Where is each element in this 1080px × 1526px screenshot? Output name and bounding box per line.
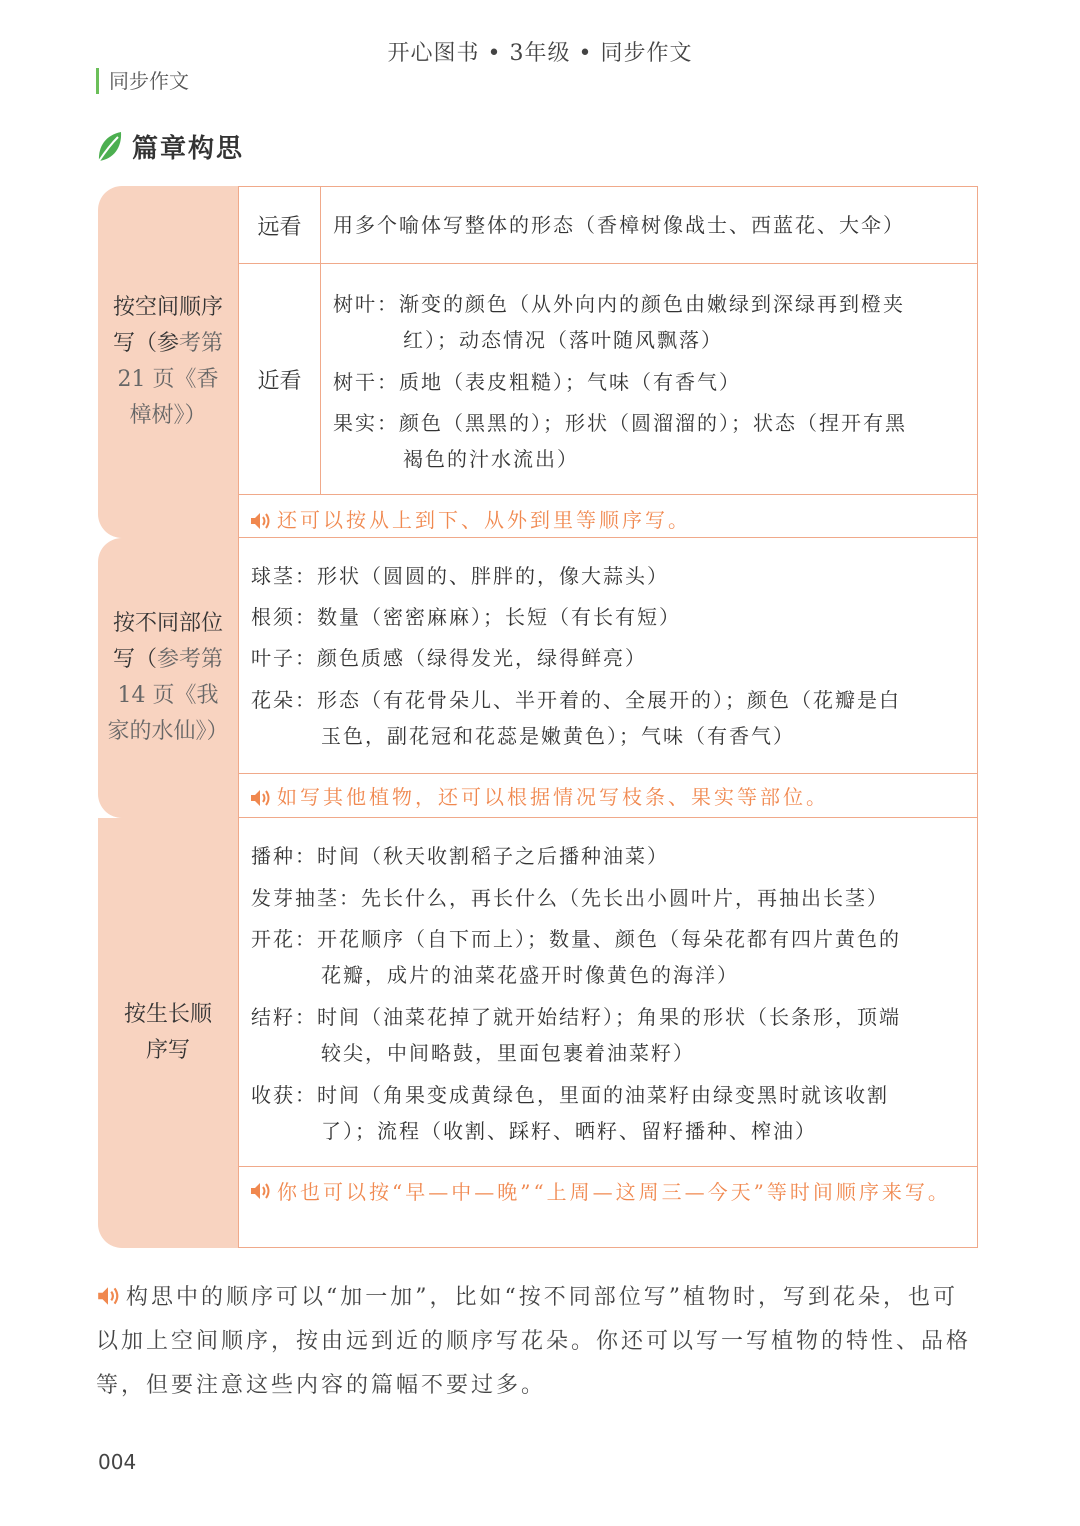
row-label: 近看 bbox=[239, 264, 321, 494]
group-spatial-order bbox=[98, 186, 978, 538]
table-row bbox=[239, 264, 977, 495]
section-tag: 同步作文 bbox=[96, 68, 189, 94]
bottom-note-text: 构思中的顺序可以“加一加”，比如“按不同部位写”植物时，写到花朵，也可以加上空间顺序，按由远到近的顺序写花朵。你还可以写一写植物的特性、品格等，但要注意这些内容的篇幅不要过多。 bbox=[96, 1285, 972, 1398]
row-text-line: 树叶：渐变的颜色（从外向内的颜色由嫩绿到深绿再到橙夹 bbox=[333, 292, 905, 316]
speaker-icon bbox=[249, 1180, 271, 1202]
content-divider bbox=[239, 538, 977, 774]
tip-text: 你也可以按“早—中—晚”“上周—这周三—今天”等时间顺序来写。 bbox=[277, 1180, 951, 1204]
category-main: 按生长顺序写 bbox=[123, 1002, 212, 1063]
tip-text: 还可以按从上到下、从外到里等顺序写。 bbox=[277, 508, 691, 532]
speaker-icon bbox=[249, 510, 271, 532]
category-body bbox=[238, 538, 978, 818]
body-line: 球茎：形状（圆圆的、胖胖的，像大蒜头） bbox=[251, 564, 669, 588]
leaf-icon bbox=[96, 130, 124, 164]
category-label bbox=[98, 186, 238, 538]
body-line: 结籽：时间（油菜花掉了就开始结籽）；角果的形状（长条形，顶端 bbox=[251, 1005, 901, 1029]
heading-text: 篇章构思 bbox=[132, 134, 245, 164]
category-main: 按空间顺序写（参 bbox=[112, 295, 223, 356]
body-line: 了）；流程（收割、踩籽、晒籽、留籽播种、榨油） bbox=[321, 1119, 817, 1143]
speaker-icon bbox=[249, 787, 271, 809]
body-line: 玉色，副花冠和花蕊是嫩黄色）；气味（有香气） bbox=[321, 724, 795, 748]
speaker-icon bbox=[96, 1284, 120, 1308]
body-line: 收获：时间（角果变成黄绿色，里面的油菜籽由绿变黑时就该收割 bbox=[251, 1083, 889, 1107]
tip bbox=[249, 504, 967, 533]
row-text-line: 果实：颜色（黑黑的）；形状（圆溜溜的）；状态（捏开有黑 bbox=[333, 411, 907, 435]
section-heading bbox=[96, 128, 244, 165]
category-body bbox=[238, 818, 978, 1248]
row-text: 用多个喻体写整体的形态（香樟树像战士、西蓝花、大伞） bbox=[333, 213, 905, 237]
tip bbox=[249, 781, 967, 810]
group-growth-order bbox=[98, 818, 978, 1248]
body-line: 较尖，中间略鼓，里面包裹着油菜籽） bbox=[321, 1041, 695, 1065]
running-header: 开心图书 • 3年级 • 同步作文 bbox=[387, 41, 693, 66]
tip bbox=[249, 1174, 967, 1210]
content-divider bbox=[239, 818, 977, 1167]
body-line: 叶子：颜色质感（绿得发光，绿得鲜亮） bbox=[251, 646, 647, 670]
group-parts-order bbox=[98, 538, 978, 818]
category-body bbox=[238, 186, 978, 538]
page-number: 004 bbox=[98, 1450, 137, 1474]
body-line: 发芽抽茎：先长什么，再长什么（先长出小圆叶片，再抽出长茎） bbox=[251, 886, 889, 910]
row-label: 远看 bbox=[239, 187, 321, 263]
row-text-line: 红）；动态情况（落叶随风飘落） bbox=[403, 328, 723, 352]
category-sub: 参考第 14 页《我家的水仙》） bbox=[107, 647, 229, 744]
body-line: 播种：时间（秋天收割稻子之后播种油菜） bbox=[251, 844, 669, 868]
body-line: 花瓣，成片的油菜花盛开时像黄色的海洋） bbox=[321, 963, 739, 987]
bottom-note bbox=[96, 1276, 980, 1408]
category-label bbox=[98, 818, 238, 1248]
category-sub: 考第 21 页《香樟树》） bbox=[117, 331, 224, 428]
body-line: 花朵：形态（有花骨朵儿、半开着的、全展开的）；颜色（花瓣是白 bbox=[251, 688, 901, 712]
category-label bbox=[98, 538, 238, 818]
row-text-line: 树干：质地（表皮粗糙）；气味（有香气） bbox=[333, 370, 741, 394]
category-main: 按不同部位写（ bbox=[112, 611, 223, 672]
table-row bbox=[239, 187, 977, 264]
row-text-line: 褐色的汁水流出） bbox=[403, 447, 579, 471]
body-line: 根须：数量（密密麻麻）；长短（有长有短） bbox=[251, 605, 681, 629]
body-line: 开花：开花顺序（自下而上）；数量、颜色（每朵花都有四片黄色的 bbox=[251, 927, 901, 951]
tip-text: 如写其他植物，还可以根据情况写枝条、果实等部位。 bbox=[277, 785, 829, 809]
